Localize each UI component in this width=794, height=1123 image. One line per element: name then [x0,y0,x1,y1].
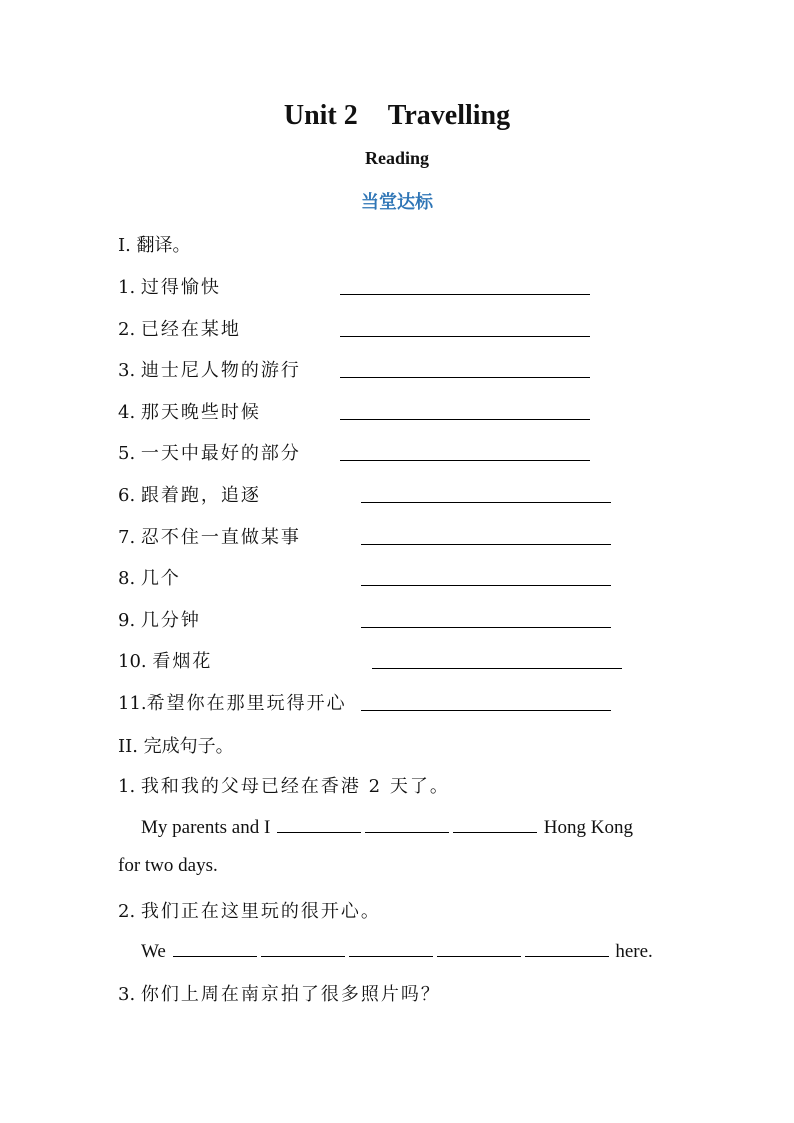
answer-line[interactable] [361,544,611,545]
translation-item [118,606,201,632]
answer-blank[interactable] [261,938,345,957]
item-number: 9. [118,610,136,631]
item-text: 希望你在那里玩得开心 [146,693,347,714]
section1-heading: I. 翻译。 [118,235,191,256]
item-number: 3. [118,360,136,381]
answer-line[interactable] [361,502,611,503]
answer-line[interactable] [361,585,611,586]
item-number: 5. [118,443,136,464]
item-text: 已经在某地 [140,319,241,340]
answer-line[interactable] [340,377,590,378]
translation-item [118,647,212,673]
item-text: 忍不住一直做某事 [140,527,301,548]
q1-english: My parents and I Hong Kong [141,814,633,839]
answer-line[interactable] [340,419,590,420]
answer-blank[interactable] [173,938,257,957]
answer-line[interactable] [361,627,611,628]
unit-label: Unit 2 [283,100,358,131]
item-text: 看烟花 [152,651,213,672]
q1-english-cont: for two days. [118,855,218,876]
answer-blank[interactable] [453,814,537,833]
item-text: 几个 [140,568,181,589]
item-text: 一天中最好的部分 [140,443,301,464]
item-number: 4. [118,402,136,423]
section-subtitle: Reading [364,148,429,168]
answer-blank[interactable] [525,938,609,957]
translation-item [118,398,261,424]
item-number: 6. [118,485,136,506]
translation-item [118,689,347,715]
item-text: 跟着跑，追逐 [140,485,261,506]
answer-line[interactable] [361,710,611,711]
topic-label: Travelling [387,100,511,131]
q3-chinese: 3. 你们上周在南京拍了很多照片吗？ [118,984,441,1005]
page-title [0,100,794,132]
answer-blank[interactable] [349,938,433,957]
exercise-tag: 当堂达标 [361,192,433,213]
item-text: 几分钟 [140,610,201,631]
item-text: 过得愉快 [140,277,221,298]
section2-heading: II. 完成句子。 [118,736,234,757]
answer-blank[interactable] [437,938,521,957]
answer-blank[interactable] [365,814,449,833]
translation-item [118,439,301,465]
answer-line[interactable] [372,668,622,669]
translation-item [118,356,301,382]
item-text: 那天晚些时候 [140,402,261,423]
answer-line[interactable] [340,460,590,461]
item-number: 11. [118,693,147,714]
answer-line[interactable] [340,336,590,337]
translation-item [118,564,181,590]
answer-blank[interactable] [277,814,361,833]
translation-item [118,523,301,549]
item-number: 10. [118,651,147,672]
item-number: 1. [118,277,136,298]
answer-line[interactable] [340,294,590,295]
item-number: 2. [118,319,136,340]
q1-chinese: 1. 我和我的父母已经在香港 2 天了。 [118,776,450,797]
translation-item [118,273,221,299]
q2-english: We here. [141,938,653,963]
item-text: 迪士尼人物的游行 [140,360,301,381]
translation-item [118,315,241,341]
item-number: 8. [118,568,136,589]
item-number: 7. [118,527,136,548]
translation-item [118,481,261,507]
q2-chinese: 2. 我们正在这里玩的很开心。 [118,901,381,922]
